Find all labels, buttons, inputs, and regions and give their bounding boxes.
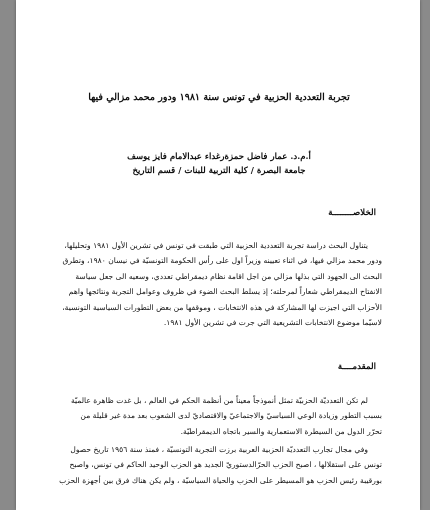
intro-line: لم تكن التعدديّة الحزبيّة تمثل أنموذجاً معيناً من أنظمة الحكم في العالم ، بل غدت ظاهرة عالميّة [70, 396, 368, 405]
author-names: أ.م.د. عمار فاضل حمزةرغداء عبدالامام فايز يوسف [127, 152, 311, 162]
intro-line: تونس على استقلالها ، اصبح الحزب الحرّالدستوريّ الجديد هو الحزب الوحيد الحاكم في تونس، واصبح [69, 460, 382, 470]
abstract-line: يتناول البحث دراسة تجربة التعددية الحزبية التي طبقت في تونس في تشرين الأول ١٩٨١ وتحليلها، [64, 241, 368, 250]
intro-line: وفي مجال تجارب التعدديّة الحزبية العربية برزت التجربة التونسيّة ، فمنذ سنة ١٩٥٦ تاريخ حصول [70, 445, 368, 454]
intro-line: تحرّر الدول من السيطرة الاستعمارية والسير باتجاه الديمقراطيّة. [180, 426, 382, 436]
intro-paragraph-1 [56, 393, 382, 439]
document-title: تجربة التعددية الحزبية في تونس سنة ١٩٨١ ودور محمد مزالي فيها [88, 92, 350, 103]
abstract-line: الانفتاح الديمقراطي شعاراً لمرحلته؛ إذ يسلط البحث الضوء في ظروف وعوامل التجربة ونتائجها واهم [68, 287, 382, 297]
author-affiliation: جامعة البصرة / كلية التربية للبنات / قسم التاريخ [132, 166, 306, 176]
intro-paragraph-2 [56, 442, 382, 488]
abstract-line: البحث الى الجهود التي بذلها مزالي من اجل اقامة نظام ديمقراطي تعددي، وسعيه الى جعل سياسة [75, 271, 382, 281]
introduction-heading: المقدمــــة [337, 362, 376, 372]
summary-heading: الخلاصــــــــة [328, 208, 376, 218]
abstract-line: الأحزاب التي اجيزت لها المشاركة في هذه الانتخابات ، وموقفها من بعض التطورات السياسية التونسية، [62, 302, 382, 312]
abstract-line: ودور محمد مزالي فيها، في اثناء تعيينه وزيراً اول على رأس الحكومة التونسيّة في نيسان ١٩٨٠، وتطرق [62, 256, 382, 266]
intro-line: بورقيبة رئيس الحزب هو المسيطر على الحزب والحياة السياسيّة ، ولم يكن هناك فرق بين أجهزة الحزب [59, 475, 382, 485]
document-page [16, 0, 420, 510]
abstract-paragraph [56, 238, 382, 330]
abstract-line: لاسيّما موضوع الانتخابات التشريعية التي جرت في تشرين الأول ١٩٨١. [163, 318, 382, 328]
intro-line: بسبب التطور وزيادة الوعي السياسيّ والاجتماعيّ والاقتصاديّ لدى الشعوب بعد مدة غير قليلة من [80, 411, 382, 421]
author-block [56, 150, 382, 178]
